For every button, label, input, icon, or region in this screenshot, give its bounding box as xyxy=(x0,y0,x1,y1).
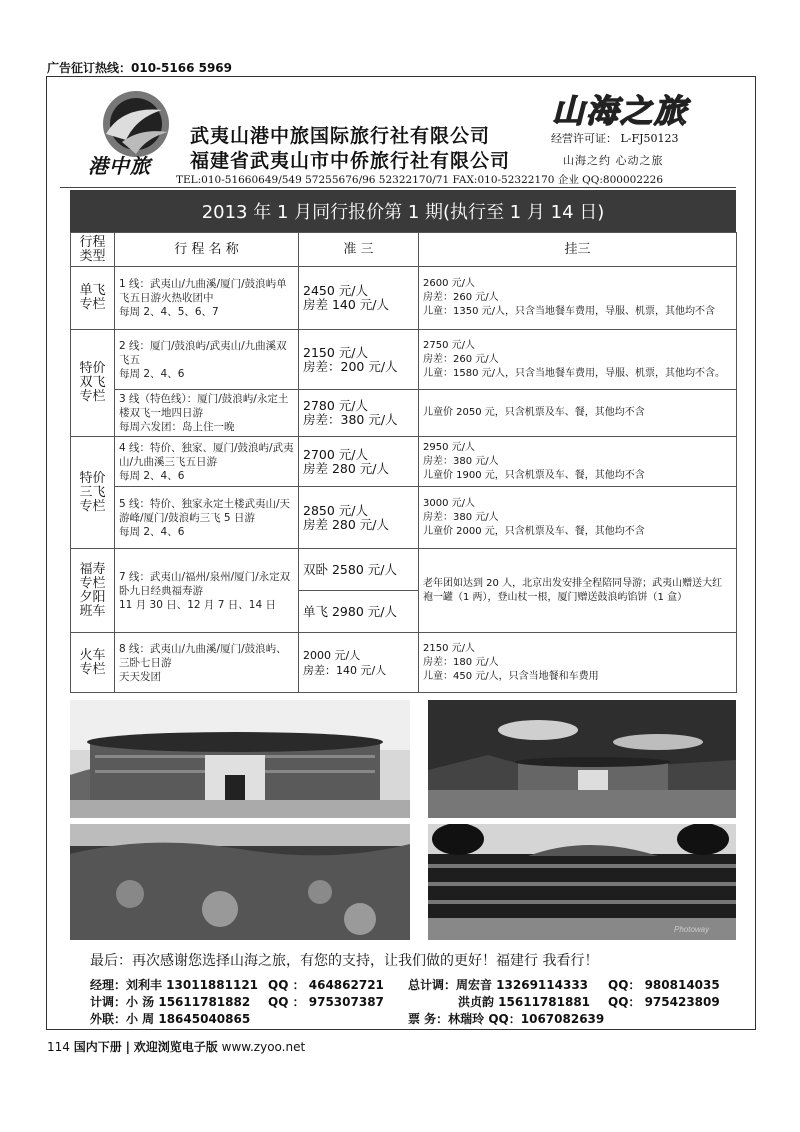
row-route: 2 线：厦门/鼓浪屿/武夷山/九曲溪双飞五 每周 2、4、6 xyxy=(115,330,299,390)
row-guasan: 2150 元/人 房差：180 元/人 儿童：450 元/人，只含当地餐和车费用 xyxy=(419,633,737,693)
price-title: 2013 年 1 月同行报价第 1 期(执行至 1 月 14 日) xyxy=(70,190,736,232)
page-number: 114 xyxy=(47,1040,70,1054)
contact-line: TEL:010-51660649/549 57255676/96 52322170/71 FAX:010-52322170 企业 QQ:800002226 xyxy=(176,174,664,186)
photo-watermark: Photoway xyxy=(674,925,710,934)
row-zhunsan: 2700 元/人 房差 280 元/人 xyxy=(299,437,419,487)
row-route: 4 线：特价、独家、厦门/鼓浪屿/武夷山/九曲溪三飞五日游 每周 2、4、6 xyxy=(115,437,299,487)
logo-text: 港中旅 xyxy=(88,154,151,178)
header-route: 行 程 名 称 xyxy=(115,233,299,267)
table-row xyxy=(71,487,737,549)
table-row xyxy=(71,437,737,487)
row-type: 特价三飞专栏 xyxy=(71,437,115,549)
row-guasan: 2750 元/人 房差：260 元/人 儿童：1580 元/人，只含当地餐车费用，导服、机票，其他均不含。 xyxy=(419,330,737,390)
photo-tulou-inside xyxy=(428,824,736,940)
thanks-message: 最后：再次感谢您选择山海之旅，有您的支持，让我们做的更好！福建行 我看行！ xyxy=(90,953,599,969)
row-guasan: 老年团如达到 20 人，北京出发安排全程陪同导游；武夷山赠送大红袍一罐（1 两），登山杖一根，厦门赠送鼓浪屿馅饼（1 盒） xyxy=(419,549,737,633)
company-name-1: 武夷山港中旅国际旅行社有限公司 xyxy=(190,125,491,147)
staff-qq: QQ ： 464862721 xyxy=(268,978,384,992)
staff-manager: 经理：刘利丰 13011881121 xyxy=(90,978,259,992)
table-header-row xyxy=(71,233,737,267)
row-type: 福寿专栏夕阳班车 xyxy=(71,549,115,633)
row-type: 特价双飞专栏 xyxy=(71,330,115,437)
table-row xyxy=(71,267,737,330)
staff-qq: QQ： 980814035 xyxy=(608,978,720,992)
row-route: 7 线：武夷山/福州/泉州/厦门/永定双卧九日经典福寿游 11 月 30 日、12 月 7 日、14 日 xyxy=(115,549,299,633)
staff-qq: QQ ： 975307387 xyxy=(268,995,384,1009)
row-type: 单飞专栏 xyxy=(71,267,115,330)
row-zhunsan: 双卧 2580 元/人 xyxy=(299,549,419,591)
page-footer xyxy=(47,1038,305,1055)
row-zhunsan: 2780 元/人 房差：380 元/人 xyxy=(299,390,419,437)
company-name-2: 福建省武夷山市中侨旅行社有限公司 xyxy=(190,150,511,172)
table-row xyxy=(71,633,737,693)
price-table xyxy=(70,232,737,693)
row-guasan: 2950 元/人 房差：380 元/人 儿童价 1900 元，只含机票及车、餐，其他均不含 xyxy=(419,437,737,487)
ad-hotline: 广告征订热线：010-5166 5969 xyxy=(47,61,233,75)
staff-planner-2: 洪贞韵 15611781881 xyxy=(458,995,591,1009)
table-row xyxy=(71,549,737,591)
row-zhunsan-2: 单飞 2980 元/人 xyxy=(299,591,419,633)
row-route: 1 线：武夷山/九曲溪/厦门/鼓浪屿单飞五日游火热收团中 每周 2、4、5、6、7 xyxy=(115,267,299,330)
row-zhunsan: 2850 元/人 房差 280 元/人 xyxy=(299,487,419,549)
header-guasan: 挂三 xyxy=(419,233,737,267)
footer-separator: | xyxy=(125,1040,130,1054)
photo-grid xyxy=(70,700,736,940)
staff-liaison: 外联：小 周 18645040865 xyxy=(90,1012,251,1026)
footer-section: 国内下册 xyxy=(73,1040,122,1054)
staff-planner: 计调：小 汤 15611781882 xyxy=(90,995,251,1009)
row-route: 8 线：武夷山/九曲溪/厦门/鼓浪屿、三卧七日游 天天发团 xyxy=(115,633,299,693)
row-zhunsan: 2150 元/人 房差：200 元/人 xyxy=(299,330,419,390)
table-row xyxy=(71,390,737,437)
row-zhunsan: 2000 元/人 房差：140 元/人 xyxy=(299,633,419,693)
table-row xyxy=(71,330,737,390)
row-zhunsan: 2450 元/人 房差 140 元/人 xyxy=(299,267,419,330)
row-guasan: 2600 元/人 房差：260 元/人 儿童：1350 元/人，只含当地餐车费用，导服、机票，其他均不含 xyxy=(419,267,737,330)
photo-tulou-front xyxy=(70,700,410,818)
brand-logo: 山海之旅 xyxy=(552,92,689,130)
row-route: 5 线：特价、独家永定土楼武夷山/天游峰/厦门/鼓浪屿三飞 5 日游 每周 2、4、6 xyxy=(115,487,299,549)
staff-qq: QQ： 975423809 xyxy=(608,995,720,1009)
photo-tulou-valley xyxy=(70,824,410,940)
divider xyxy=(60,187,736,188)
row-type: 火车专栏 xyxy=(71,633,115,693)
row-guasan: 儿童价 2050 元，只含机票及车、餐，其他均不含 xyxy=(419,390,737,437)
license-number: 经营许可证： L-FJ50123 xyxy=(551,132,679,145)
header-zhunsan: 准 三 xyxy=(299,233,419,267)
photo-tulou-sky xyxy=(428,700,736,818)
slogan: 山海之约 心动之旅 xyxy=(563,154,664,167)
row-guasan: 3000 元/人 房差：380 元/人 儿童价 2000 元，只含机票及车、餐，其他均不含 xyxy=(419,487,737,549)
footer-url[interactable]: www.zyoo.net xyxy=(221,1040,306,1054)
footer-text: 欢迎浏览电子版 xyxy=(133,1040,218,1054)
staff-chief: 总计调：周宏音 13269114333 xyxy=(408,978,589,992)
row-route: 3 线（特色线）：厦门/鼓浪屿/永定土楼双飞一地四日游 每周六发团：岛上住一晚 xyxy=(115,390,299,437)
header-type: 行程类型 xyxy=(71,233,115,267)
staff-ticketing: 票 务：林瑞玲 QQ：1067082639 xyxy=(408,1012,605,1026)
staff-contacts xyxy=(90,976,750,1026)
